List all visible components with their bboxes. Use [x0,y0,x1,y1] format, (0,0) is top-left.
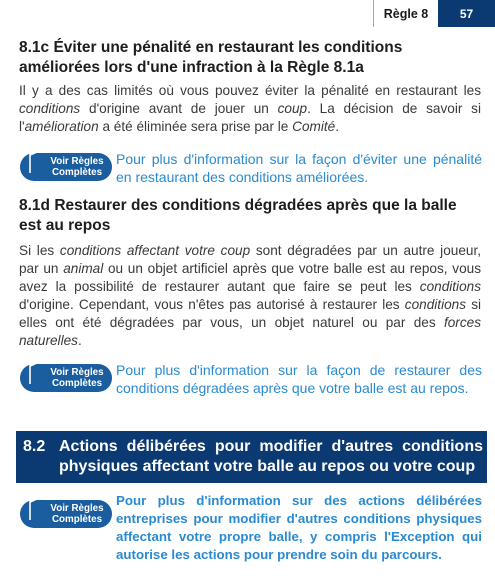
badge-label-line2: Complètes [51,167,103,178]
full-rules-link-8-2[interactable] [20,493,482,580]
voir-regles-completes-button[interactable] [20,153,112,181]
voir-regles-completes-button[interactable] [20,500,112,528]
page-number: 57 [438,0,495,27]
heading-8-1c: 8.1c Éviter une pénalité en restaurant les conditions améliorées lors d'une infraction à la Règle 8.1a [19,39,403,76]
rule-label: Règle 8 [373,0,438,27]
section-header-8-2 [16,431,487,483]
badge-label-line1: Voir Règles [50,367,104,378]
voir-regles-completes-button[interactable] [20,364,112,392]
link-text-8-1c[interactable]: Pour plus d'information sur la façon d'éviter une pénalité en restaurant des conditions améliorées. [116,151,482,185]
flag-icon [26,145,44,175]
link-text-8-2[interactable]: Pour plus d'information sur des actions délibérées entreprises pour modifier d'autres conditions physiques affectant votre propre balle, y compris l'Exception qui autorise les actions pour prendre soin du parcours. [116,493,482,562]
section-title: Actions délibérées pour modifier d'autres conditions physiques affectant votre balle au repos ou votre coup [59,438,483,475]
flag-icon [26,356,44,386]
badge-label-line1: Voir Règles [50,503,104,514]
badge-label-line2: Complètes [51,378,103,389]
paragraph-8-1c: Il y a des cas limités où vous pouvez éviter la pénalité en restaurant les conditions d'origine avant de jouer un coup. La décision de savoir si l'amélioration a été éliminée sera prise par le Comité. [19,83,481,134]
link-text-8-1d[interactable]: Pour plus d'information sur la façon de restaurer des conditions dégradées après que votre balle est au repos. [116,362,482,396]
badge-label-line2: Complètes [51,514,103,525]
badge-label-line1: Voir Règles [50,156,104,167]
section-number: 8.2 [23,438,46,455]
paragraph-8-1d: Si les conditions affectant votre coup sont dégradées par un autre joueur, par un animal ou un objet artificiel après que votre balle est au repos, vous avez la possibilité de restaurer autant que faire se peut les conditions d'origine. Cependant, vous n'êtes pas autorisé à restaurer les conditions si elles ont été dégradées par vous, un objet naturel ou par des forces naturelles. [19,243,482,348]
full-rules-link-8-1d[interactable] [20,364,480,424]
flag-icon [26,492,44,522]
heading-8-1d: 8.1d Restaurer des conditions dégradées après que la balle est au repos [19,197,457,234]
page-header [0,0,495,27]
